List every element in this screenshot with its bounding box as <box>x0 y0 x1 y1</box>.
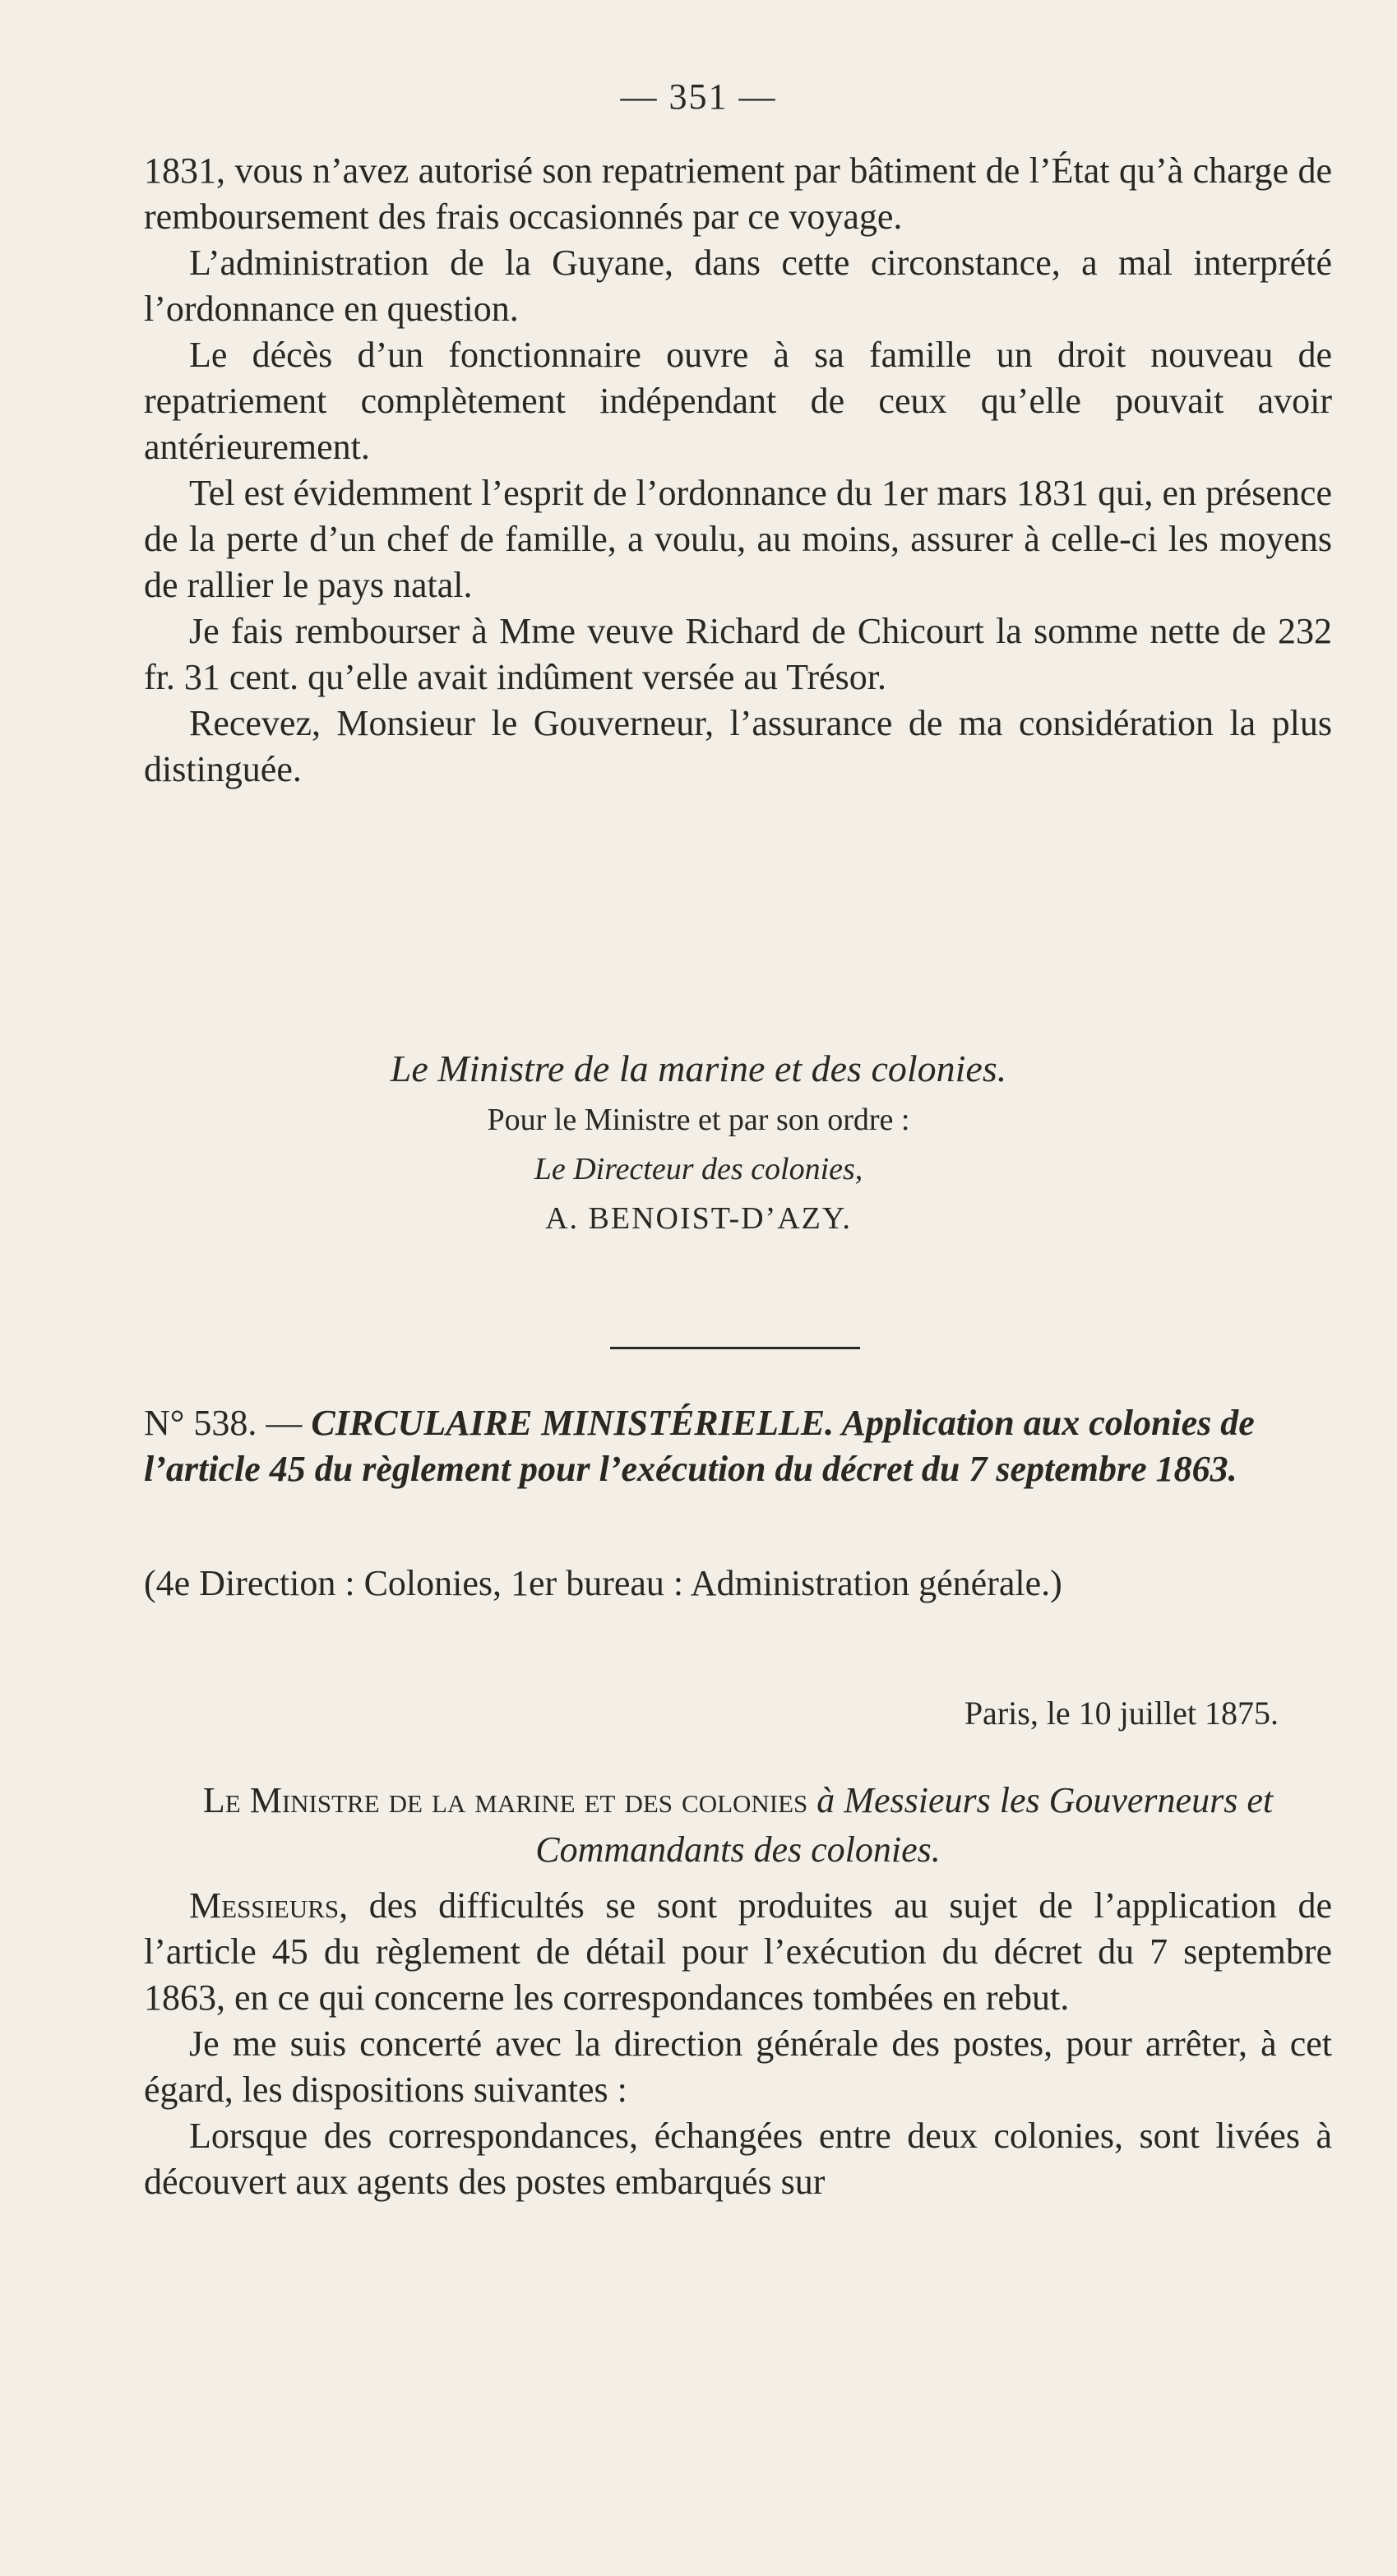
paragraph: 1831, vous n’avez autorisé son repatriement par bâtiment de l’État qu’à charge de remboursement des frais occasionnés par ce voyage. <box>144 150 1332 237</box>
signature-block <box>0 1043 1397 1243</box>
paragraph: Lorsque des correspondances, échangées entre deux colonies, sont livées à découvert aux agents des postes embarqués sur <box>144 2116 1332 2202</box>
paragraph: Recevez, Monsieur le Gouverneur, l’assurance de ma considération la plus distinguée. <box>144 703 1332 789</box>
section-divider <box>610 1347 860 1349</box>
page-number: — 351 — <box>620 76 777 117</box>
signature-delegation: Pour le Ministre et par son ordre : <box>487 1103 910 1137</box>
dateline: Paris, le 10 juillet 1875. <box>964 1695 1279 1732</box>
signature-director-title: Le Directeur des colonies, <box>534 1152 863 1186</box>
paragraph: Je me suis concerté avec la direction générale des postes, pour arrêter, à cet égard, les dispositions suivantes : <box>144 2023 1332 2110</box>
circular-title: CIRCULAIRE MINISTÉRIELLE. Application aux colonies de l’article 45 du règlement pour l’exécution du décret du 7 septembre 1863. <box>144 1403 1255 1489</box>
addressee <box>144 1776 1332 1875</box>
addressee-from: Le Ministre de la marine et des colonies <box>202 1780 808 1820</box>
paragraph: Messieurs, des difficultés se sont produites au sujet de l’application de l’article 45 du règlement de détail pour l’exécution du décret du 7 septembre 1863, en ce qui concerne les correspondances tombées en rebut. <box>144 1885 1332 2018</box>
salutation: Messieurs <box>189 1885 340 1926</box>
direction-line: (4e Direction : Colonies, 1er bureau : Administration générale.) <box>144 1563 1062 1603</box>
addressee-to: à Messieurs les Gouverneurs et Commandants des colonies. <box>535 1780 1274 1870</box>
paragraph: Je fais rembourser à Mme veuve Richard de Chicourt la somme nette de 232 fr. 31 cent. qu’elle avait indûment versée au Trésor. <box>144 611 1332 697</box>
circular-body <box>144 1883 1332 2205</box>
paragraph: Le décès d’un fonctionnaire ouvre à sa famille un droit nouveau de repatriement complètement indépendant de ceux qu’elle pouvait avoir antérieurement. <box>144 335 1332 467</box>
paragraph: L’administration de la Guyane, dans cette circonstance, a mal interprété l’ordonnance en question. <box>144 243 1332 329</box>
circular-heading <box>144 1400 1332 1492</box>
circular-number: N° 538. — <box>144 1403 303 1443</box>
signature-minister: Le Ministre de la marine et des colonies. <box>390 1048 1007 1089</box>
paragraph: Tel est évidemment l’esprit de l’ordonnance du 1er mars 1831 qui, en présence de la perte d’un chef de famille, a voulu, au moins, assurer à celle-ci les moyens de rallier le pays natal. <box>144 473 1332 605</box>
signature-name: A. BENOIST-D’AZY. <box>545 1201 852 1236</box>
letter-body <box>144 148 1332 793</box>
